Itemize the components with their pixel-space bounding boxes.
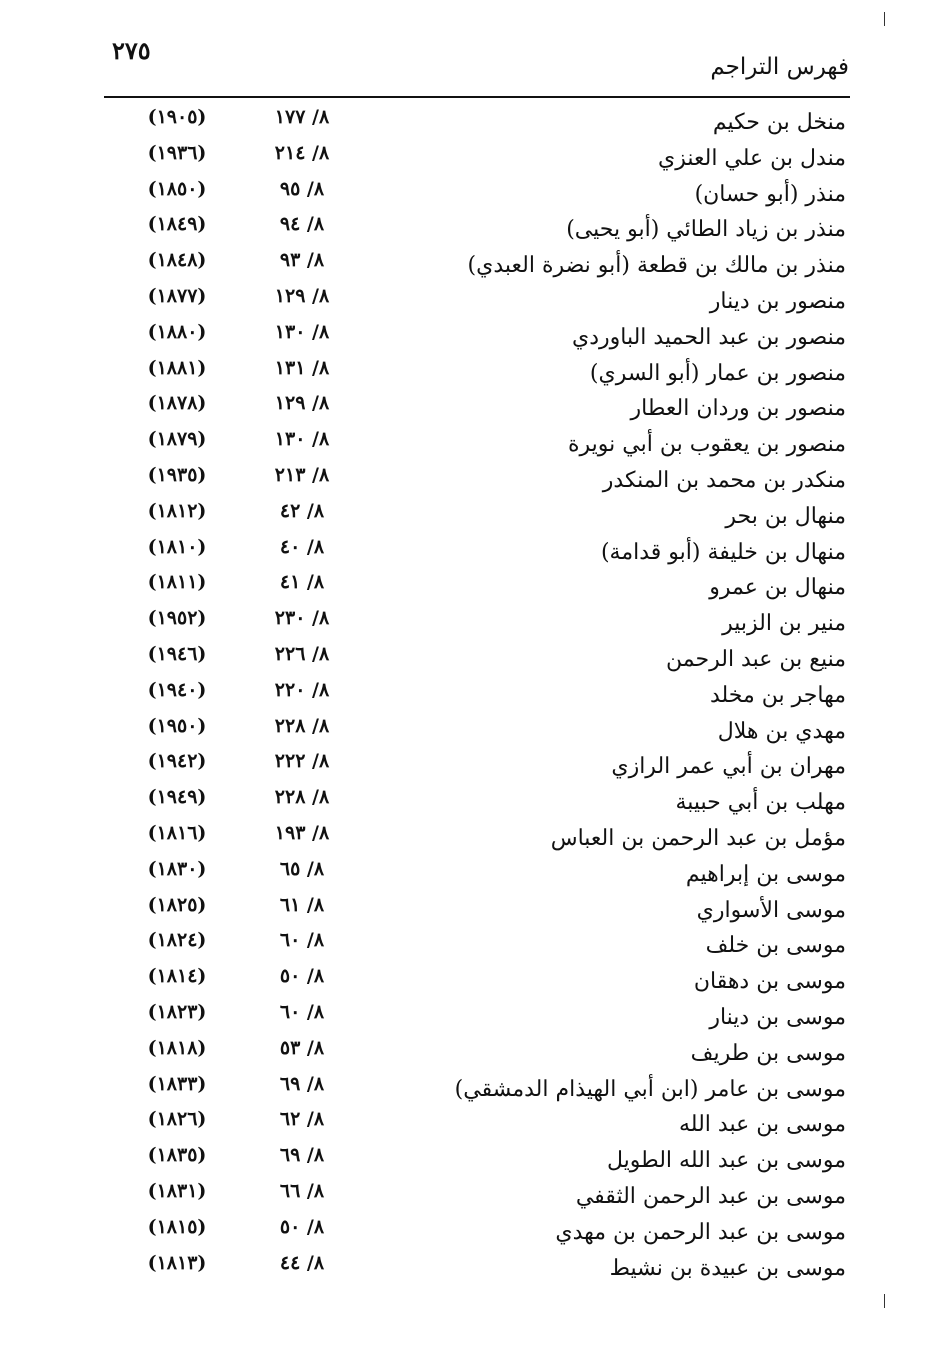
- entry-name: منصور بن وردان العطار: [630, 396, 846, 422]
- entry-name: منصور بن عبد الحميد الباوردي: [572, 324, 846, 350]
- entry-volume-page: ٨/ ٥٠: [279, 1215, 325, 1238]
- entry-number: (١٨٨١): [147, 356, 207, 379]
- entry-number: (١٨١٤): [147, 965, 207, 988]
- entry-name: مهاجر بن مخلد: [709, 682, 846, 708]
- entry-volume-page: ٨/ ١٧٧: [274, 106, 330, 128]
- entry-volume-page: ٨/ ١٢٩: [274, 392, 330, 415]
- entry-name: موسى بن إبراهيم: [685, 861, 846, 887]
- index-entry: [104, 641, 850, 677]
- entry-number: (١٨٧٨): [147, 392, 207, 415]
- index-entry: [104, 390, 850, 426]
- entry-volume-page: ٨/ ٥٠: [279, 965, 325, 988]
- entry-volume-page: ٨/ ٤٠: [279, 535, 325, 558]
- entry-volume-page: ٨/ ٦١: [279, 893, 325, 916]
- index-entry: [104, 677, 850, 713]
- entry-volume-page: ٨/ ٦٦: [279, 1179, 325, 1202]
- entry-name: منذر بن زياد الطائي (أبو يحيى): [566, 217, 846, 243]
- index-entry: [104, 820, 850, 856]
- entry-name: منيع بن عبد الرحمن: [666, 646, 846, 672]
- entry-number: (١٩٤٩): [147, 786, 207, 809]
- running-title: فهرس التراجم: [710, 54, 849, 80]
- entry-name: مهلب بن أبي حبيبة: [675, 790, 846, 816]
- entry-name: موسى بن دينار: [709, 1004, 846, 1030]
- index-entry: [104, 247, 850, 283]
- entry-name: موسى بن دهقان: [693, 969, 846, 995]
- entry-number: (١٩٤٦): [147, 642, 207, 665]
- entry-number: (١٨٢٤): [147, 929, 207, 952]
- entry-number: (١٨٣٣): [147, 1072, 207, 1095]
- entry-number: (١٨٤٨): [147, 249, 207, 272]
- entry-number: (١٨٧٧): [147, 284, 207, 307]
- entry-volume-page: ٨/ ٦٥: [279, 857, 325, 880]
- index-entry: [104, 283, 850, 319]
- index-entry: [104, 462, 850, 498]
- entry-number: (١٨١١): [147, 571, 207, 594]
- entry-number: (١٨١٨): [147, 1036, 207, 1059]
- entry-volume-page: ٨/ ٦٩: [279, 1144, 325, 1167]
- header-rule: [104, 96, 850, 98]
- index-entry: [104, 927, 850, 963]
- entry-volume-page: ٨/ ٩٥: [279, 177, 325, 200]
- index-entry: [104, 534, 850, 570]
- entry-number: (١٨٢٥): [147, 893, 207, 916]
- index-entry: [104, 856, 850, 892]
- entry-name: منهال بن بحر: [725, 503, 846, 529]
- entry-name: منصور بن عمار (أبو السري): [589, 360, 846, 386]
- entry-volume-page: ٨/ ٩٣: [279, 249, 325, 272]
- entry-number: (١٨٣٠): [147, 857, 207, 880]
- index-entry: [104, 713, 850, 749]
- entry-number: (١٩٣٥): [147, 463, 207, 486]
- index-entry: [104, 1250, 850, 1286]
- index-entry: [104, 963, 850, 999]
- entry-name: موسى بن طريف: [690, 1040, 846, 1066]
- entry-number: (١٨٢٦): [147, 1108, 207, 1131]
- entry-name: موسى بن خلف: [705, 933, 846, 959]
- index-entry: [104, 1214, 850, 1250]
- index-entry: [104, 999, 850, 1035]
- entry-name: موسى بن عامر (ابن أبي الهيذام الدمشقي): [454, 1076, 846, 1102]
- index-entry: [104, 1106, 850, 1142]
- entry-name: مهدي بن هلال: [717, 718, 846, 744]
- entries-list: [104, 104, 850, 1285]
- entry-volume-page: ٨/ ١٩٣: [274, 821, 330, 844]
- entry-volume-page: ٨/ ٢١٤: [274, 141, 330, 164]
- entry-volume-page: ٨/ ١٣٠: [274, 320, 330, 343]
- entry-volume-page: ٨/ ٤٢: [279, 499, 325, 522]
- entry-name: منصور بن دينار: [709, 288, 846, 314]
- entry-name: منير بن الزبير: [722, 611, 846, 637]
- entry-number: (١٩٥٢): [147, 607, 207, 630]
- entry-name: مهران بن أبي عمر الرازي: [611, 754, 846, 780]
- index-entry: [104, 748, 850, 784]
- entry-name: مندل بن علي العنزي: [658, 145, 846, 171]
- entry-number: (١٩٤٠): [147, 678, 207, 701]
- entry-name: منهال بن عمرو: [709, 575, 846, 601]
- margin-mark-bottom: [884, 1294, 885, 1308]
- entry-volume-page: ٨/ ٥٣: [279, 1036, 325, 1059]
- entry-number: (١٨١٢): [147, 499, 207, 522]
- entry-name: منصور بن يعقوب بن أبي نويرة: [568, 432, 846, 458]
- entry-volume-page: ٨/ ٢٢٨: [274, 714, 330, 737]
- entry-volume-page: ٨/ ٦٢: [279, 1108, 325, 1131]
- entry-number: (١٨١٥): [147, 1215, 207, 1238]
- entry-name: موسى بن عبيدة بن نشيط: [609, 1255, 846, 1281]
- entry-volume-page: ٨/ ٤٤: [279, 1251, 325, 1274]
- entry-volume-page: ٨/ ٢٢٦: [274, 642, 330, 665]
- entry-name: منهال بن خليفة (أبو قدامة): [600, 539, 846, 565]
- index-entry: [104, 605, 850, 641]
- entry-number: (١٩٣٦): [147, 141, 207, 164]
- entry-volume-page: ٨/ ٢٢٢: [274, 750, 330, 773]
- entry-number: (١٨٧٩): [147, 428, 207, 451]
- entry-name: منخل بن حكيم: [712, 110, 846, 135]
- entry-volume-page: ٨/ ١٣١: [274, 356, 330, 379]
- entry-number: (١٩٠٥): [147, 106, 207, 128]
- index-entry: [104, 426, 850, 462]
- entry-number: (١٨٢٣): [147, 1000, 207, 1023]
- index-entry: [104, 140, 850, 176]
- entry-volume-page: ٨/ ٢٢٨: [274, 786, 330, 809]
- entry-name: مؤمل بن عبد الرحمن بن العباس: [550, 825, 846, 851]
- index-entry: [104, 104, 850, 140]
- entry-number: (١٨٣١): [147, 1179, 207, 1202]
- entry-volume-page: ٨/ ١٢٩: [274, 284, 330, 307]
- entry-name: موسى بن عبد الله: [679, 1112, 846, 1138]
- entry-number: (١٩٥٠): [147, 714, 207, 737]
- entry-name: موسى بن عبد الرحمن الثقفي: [575, 1183, 846, 1209]
- index-entry: [104, 569, 850, 605]
- entry-number: (١٨٥٠): [147, 177, 207, 200]
- entry-name: منذر بن مالك بن قطعة (أبو نضرة العبدي): [467, 253, 846, 279]
- index-entry: [104, 498, 850, 534]
- entry-volume-page: ٨/ ٤١: [279, 571, 325, 594]
- index-entry: [104, 176, 850, 212]
- entry-volume-page: ٨/ ٦٠: [279, 929, 325, 952]
- entry-name: موسى بن عبد الله الطويل: [607, 1148, 846, 1174]
- index-entry: [104, 892, 850, 928]
- entry-volume-page: ٨/ ٢١٣: [274, 463, 330, 486]
- index-entry: [104, 211, 850, 247]
- entry-volume-page: ٨/ ١٣٠: [274, 428, 330, 451]
- index-entry: [104, 784, 850, 820]
- entry-name: منذر (أبو حسان): [694, 181, 846, 207]
- entry-volume-page: ٨/ ٩٤: [279, 213, 325, 236]
- index-entry: [104, 355, 850, 391]
- page-number: ٢٧٥: [112, 36, 151, 65]
- index-entry: [104, 1142, 850, 1178]
- entry-number: (١٨٣٥): [147, 1144, 207, 1167]
- entry-volume-page: ٨/ ٦٩: [279, 1072, 325, 1095]
- entry-number: (١٩٤٢): [147, 750, 207, 773]
- index-entry: [104, 1178, 850, 1214]
- entry-number: (١٨١٦): [147, 821, 207, 844]
- entry-name: موسى الأسواري: [696, 897, 846, 923]
- entry-volume-page: ٨/ ٢٣٠: [274, 607, 330, 630]
- entry-number: (١٨١٣): [147, 1251, 207, 1274]
- entry-name: موسى بن عبد الرحمن بن مهدي: [555, 1219, 846, 1245]
- entry-name: منكدر بن محمد بن المنكدر: [602, 467, 846, 493]
- margin-mark-top: [884, 12, 885, 26]
- entry-volume-page: ٨/ ٦٠: [279, 1000, 325, 1023]
- index-entry: [104, 319, 850, 355]
- index-entry: [104, 1071, 850, 1107]
- entry-number: (١٨١٠): [147, 535, 207, 558]
- entry-volume-page: ٨/ ٢٢٠: [274, 678, 330, 701]
- entry-number: (١٨٤٩): [147, 213, 207, 236]
- index-entry: [104, 1035, 850, 1071]
- entry-number: (١٨٨٠): [147, 320, 207, 343]
